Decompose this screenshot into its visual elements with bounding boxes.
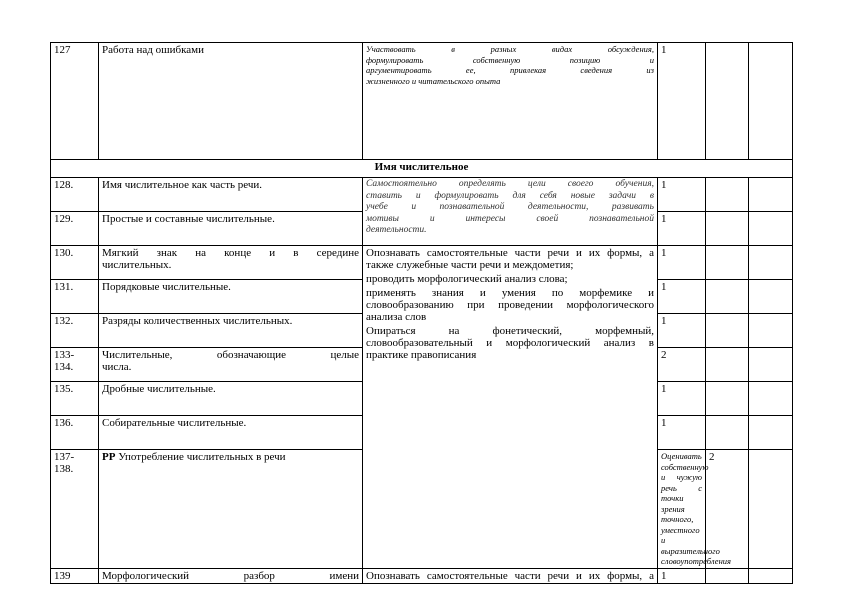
lesson-number: 135. [51,382,99,416]
learning-activities-merged [363,246,658,569]
lesson-number: 131. [51,280,99,314]
table-row-130 [51,246,793,280]
activities-line: аргументировать ее, привлекая сведения из [366,65,654,75]
lesson-topic: Простые и составные числительные. [99,212,363,246]
lesson-topic: Порядковые числительные. [99,280,363,314]
number-line: 137- [54,451,75,463]
topic-line: Мягкий знак на конце и в середине [102,247,359,259]
empty-cell [706,43,749,160]
empty-cell [749,314,793,348]
activities-line: деятельности. [366,225,427,235]
lesson-number: 128. [51,178,99,212]
activities-line: жизненного и читательского опыта [366,75,501,86]
topic-text: Употребление числительных в речи [115,451,286,463]
empty-cell [749,568,793,583]
number-line: 138. [54,463,74,475]
empty-cell [749,43,793,160]
learning-activities [658,450,731,569]
table-row-127 [51,43,793,160]
activities-line: Опознавать самостоятельные части речи и их формы, а [366,247,654,259]
activities-line: Оценивать собственную и чужую речь с точки зрения [661,451,709,514]
speech-development-tag: РР [102,451,116,463]
hours-count: 2 [658,348,706,382]
activities-line: анализа слов [366,311,427,323]
section-heading: Имя числительное [51,160,793,178]
lesson-number: 129. [51,212,99,246]
table-row-128 [51,178,793,212]
learning-activities [363,43,658,160]
lesson-topic: Разряды количественных числительных. [99,314,363,348]
learning-activities-goals [363,178,658,246]
empty-cell [706,568,749,583]
activities-line: практике правописания [366,349,477,361]
activities-line: формулировать собственную позицию и [366,54,654,65]
section-row [51,160,793,178]
activities-line: мотивы и интересы своей познавательной [366,213,654,224]
topic-line: числительных. [102,259,172,271]
empty-cell [706,246,749,280]
activities-line: Самостоятельно определять цели своего обучения, [366,179,654,189]
lesson-topic: Работа над ошибками [99,43,363,160]
lesson-plan-table [50,42,793,584]
activities-line: также служебные части речи и междометия; [366,259,574,271]
hours-count: 1 [658,246,706,280]
empty-cell [706,348,749,382]
empty-cell [706,382,749,416]
activities-line: применять знания и умения по морфемике и [366,287,654,299]
empty-cell [749,450,793,569]
activities-line: проводить морфологический анализ слова; [366,273,568,285]
topic-line: Числительные, обозначающие целые [102,349,359,361]
hours-count: 1 [658,178,706,212]
lesson-topic: Имя числительное как часть речи. [99,178,363,212]
number-line: 134. [54,361,74,373]
activities-line: учебе и познавательной деятельности, развивать [366,202,654,212]
activities-line: ставить и формулировать для себя новые задачи в [366,190,654,201]
empty-cell [749,382,793,416]
empty-cell [706,314,749,348]
hours-count: 1 [658,314,706,348]
hours-count: 2 [706,450,749,569]
lesson-topic [99,348,363,382]
lesson-number: 139 [51,568,99,583]
empty-cell [749,416,793,450]
table-row-139 [51,568,793,583]
lesson-topic [99,450,363,569]
lesson-number: 132. [51,314,99,348]
hours-count: 1 [658,280,706,314]
lesson-number: 127 [51,43,99,160]
lesson-topic: Собирательные числительные. [99,416,363,450]
hours-count: 1 [658,416,706,450]
number-line: 133- [54,349,75,361]
empty-cell [706,416,749,450]
lesson-number: 130. [51,246,99,280]
lesson-number: 136. [51,416,99,450]
empty-cell [749,348,793,382]
empty-cell [706,212,749,246]
hours-count: 1 [658,43,706,160]
activities-line: словообразованию при проведении морфологического [366,299,654,311]
empty-cell [749,280,793,314]
hours-count: 1 [658,568,706,583]
empty-cell [749,246,793,280]
empty-cell [706,178,749,212]
lesson-number [51,450,99,569]
empty-cell [749,178,793,212]
activities-line: точного, уместного и выразительного словоупотребления [661,514,731,566]
empty-cell [749,212,793,246]
lesson-topic [99,246,363,280]
lesson-number [51,348,99,382]
activities-line: Участвовать в разных видах обсуждения, [366,44,654,54]
activities-line: словообразовательный и морфологический анализ в [366,337,654,349]
hours-count: 1 [658,212,706,246]
lesson-topic: Дробные числительные. [99,382,363,416]
activities-line: Опираться на фонетический, морфемный, [366,325,654,337]
hours-count: 1 [658,382,706,416]
lesson-topic: Морфологический разбор имени [99,568,363,583]
topic-line: числа. [102,361,132,373]
empty-cell [706,280,749,314]
learning-activities: Опознавать самостоятельные части речи и их формы, а [363,568,658,583]
